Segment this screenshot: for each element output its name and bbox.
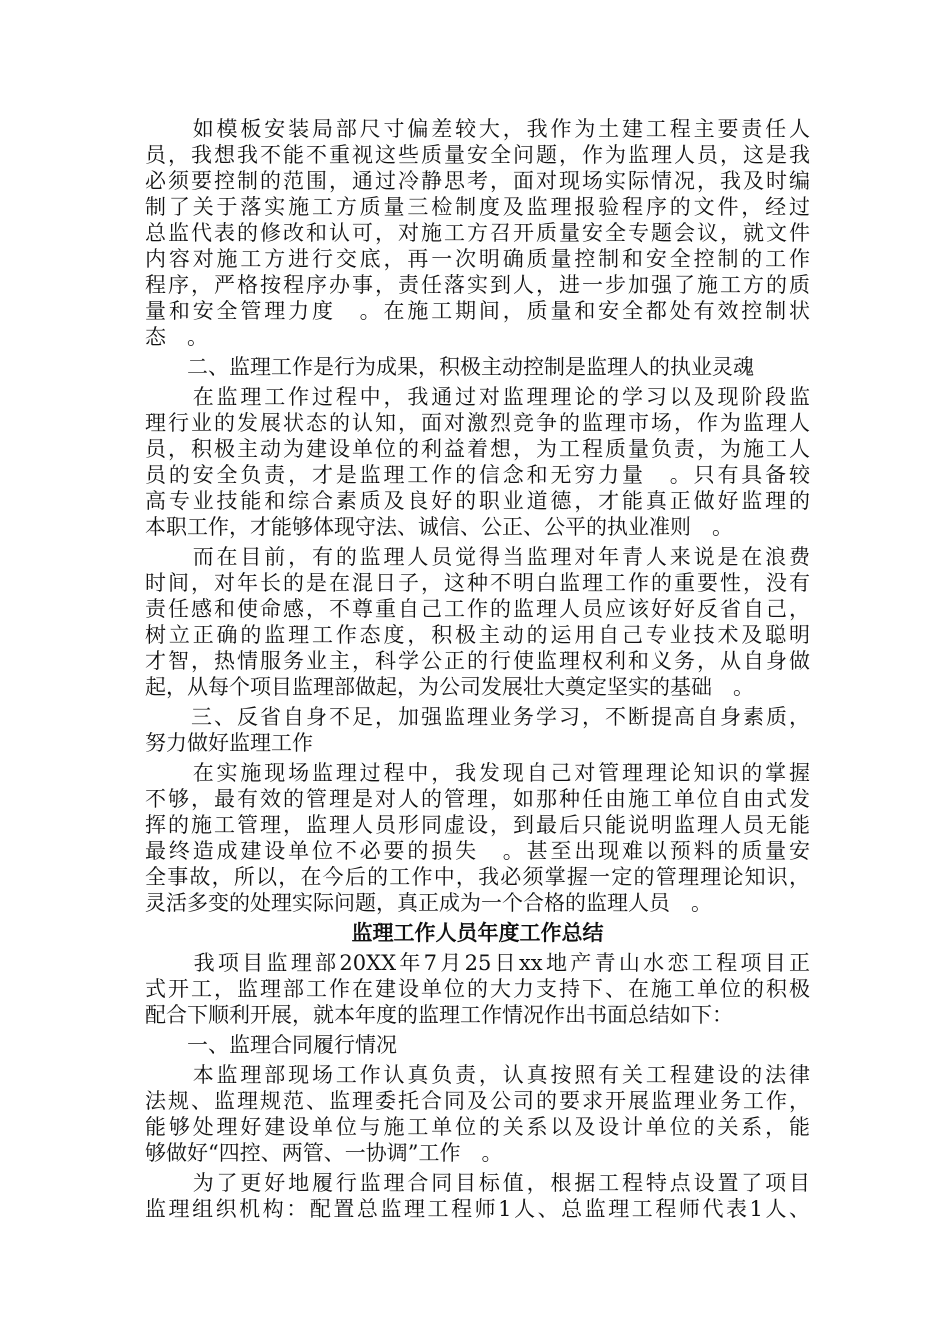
text-line: 灵活多变的处理实际问题，真正成为一个合格的监理人员 。 [145,891,712,915]
text-line: 三、反省自身不足，加强监理业务学习，不断提高自身素质， [145,705,810,729]
text-line: 才智，热情服务业主，科学公正的行使监理权利和义务，从自身做 [145,649,810,673]
text-line: 树立正确的监理工作态度，积极主动的运用自己专业技术及聪明 [145,623,810,647]
text-line: 在监理工作过程中，我通过对监理理论的学习以及现阶段监 [145,385,810,409]
paragraph [145,1170,810,1222]
text-line: 责任感和使命感，不尊重自己工作的监理人员应该好好反省自己， [145,597,810,621]
text-line: 制了关于落实施工方质量三检制度及监理报验程序的文件，经过 [145,195,810,219]
text-line: 能够处理好建设单位与施工单位的关系以及设计单位的关系，能 [145,1115,810,1139]
text-line: 内容对施工方进行交底，再一次明确质量控制和安全控制的工作 [145,247,810,271]
paragraph [145,384,810,540]
text-line: 一、监理合同履行情况 [145,1033,397,1057]
text-line: 本职工作，才能够体现守法、诚信、公正、公平的执业准则 。 [145,515,733,539]
document-page [145,116,810,1226]
text-line: 理行业的发展状态的认知，面对激烈竞争的监理市场，作为监理人 [145,411,810,435]
text-line: 高专业技能和综合素质及良好的职业道德，才能真正做好监理的 [145,489,810,513]
text-line: 式开工，监理部工作在建设单位的大力支持下、在施工单位的积极 [145,977,810,1001]
text-line: 而在目前，有的监理人员觉得当监理对年青人来说是在浪费 [145,545,810,569]
text-line: 时间，对年长的是在混日子，这种不明白监理工作的重要性，没有 [145,571,810,595]
text-line: 员，我想我不能不重视这些质量安全问题，作为监理人员，这是我 [145,143,810,167]
paragraph [145,116,810,350]
text-line: 必须要控制的范围，通过冷静思考，面对现场实际情况，我及时编 [145,169,810,193]
paragraph [145,760,810,916]
text-line: 配合下顺利开展，就本年度的监理工作情况作出书面总结如下： [145,1003,733,1027]
paragraph [145,544,810,700]
text-line: 在实施现场监理过程中，我发现自己对管理理论知识的掌握 [145,761,810,785]
text-line: 最终造成建设单位不必要的损失 。甚至出现难以预料的质量安 [145,839,810,863]
text-line: 全事故，所以，在今后的工作中，我必须掌握一定的管理理论知识， [145,865,810,889]
text-line: 员，积极主动为建设单位的利益着想，为工程质量负责，为施工人 [145,437,810,461]
text-line: 够做好“四控、两管、一协调”工作 。 [145,1141,503,1165]
text-line: 员的安全负责，才是监理工作的信念和无穷力量 。只有具备较 [145,463,810,487]
text-line: 本监理部现场工作认真负责，认真按照有关工程建设的法律 [145,1063,810,1087]
text-line: 努力做好监理工作 [145,731,313,755]
text-line: 量和安全管理力度 。在施工期间，质量和安全都处有效控制状 [145,299,810,323]
text-line: 如模板安装局部尺寸偏差较大，我作为土建工程主要责任人 [145,117,810,141]
document-title: 监理工作人员年度工作总结 [351,920,604,945]
text-line: 程序，严格按程序办事，责任落实到人，进一步加强了施工方的质 [145,273,810,297]
text-line: 不够，最有效的管理是对人的管理，如那种任由施工单位自由式发 [145,787,810,811]
paragraph [145,950,810,1028]
text-line: 我项目监理部20XX年7月25日xx地产青山水恋工程项目正 [145,951,810,975]
text-line: 态 。 [145,325,208,349]
paragraph [145,1062,810,1166]
text-line: 挥的施工管理，监理人员形同虚设，到最后只能说明监理人员无能 [145,813,810,837]
text-line: 二、监理工作是行为成果，积极主动控制是监理人的执业灵魂 [145,355,754,379]
section-heading [145,354,810,380]
text-line: 法规、监理规范、监理委托合同及公司的要求开展监理业务工作， [145,1089,810,1113]
text-line: 监理组织机构：配置总监理工程师1人、总监理工程师代表1人、 [145,1197,810,1221]
text-line: 总监代表的修改和认可，对施工方召开质量安全专题会议，就文件 [145,221,810,245]
section-heading [145,1032,810,1058]
section-heading [145,704,810,756]
text-line: 为了更好地履行监理合同目标值，根据工程特点设置了项目 [145,1171,810,1195]
text-line: 起，从每个项目监理部做起，为公司发展壮大奠定坚实的基础 。 [145,675,754,699]
